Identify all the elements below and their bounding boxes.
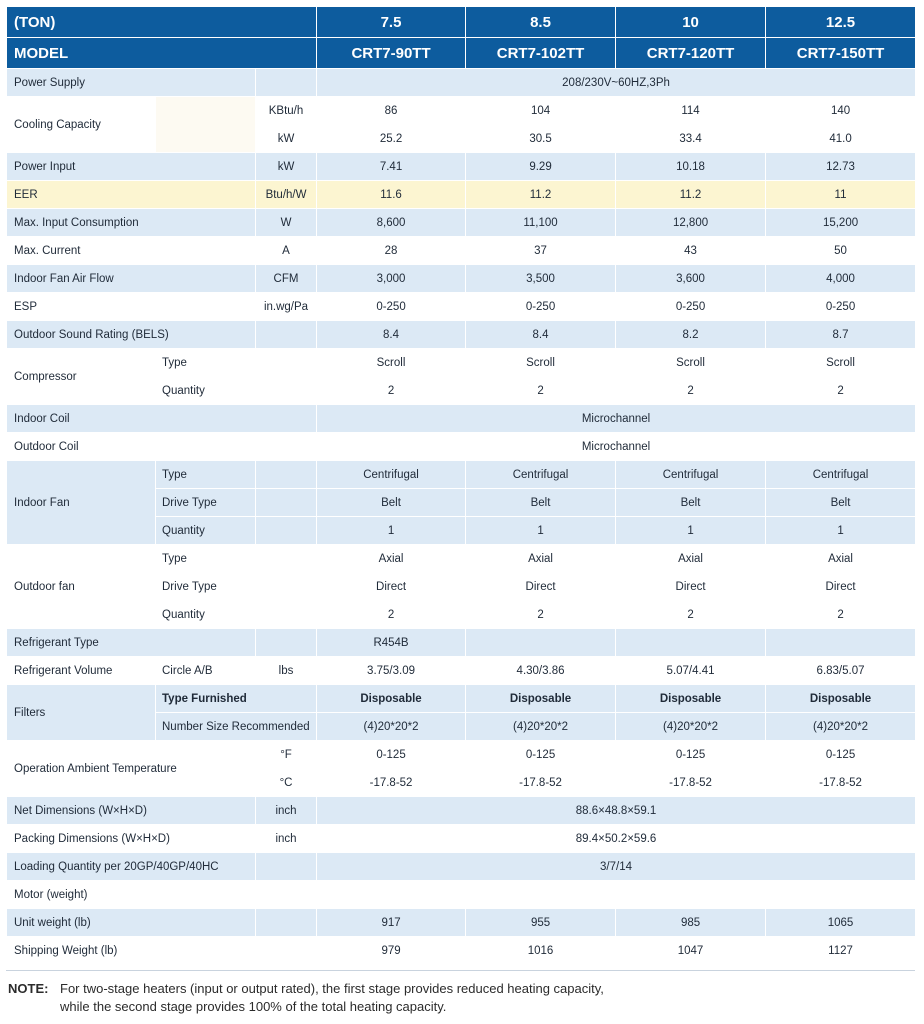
- cell-value: 8.4: [466, 321, 616, 349]
- cell-value: Direct: [766, 573, 916, 601]
- cell-value: (4)20*20*2: [466, 713, 616, 741]
- note-body: [60, 980, 604, 1016]
- row-label: Power Supply: [7, 69, 256, 97]
- cell-value: Disposable: [766, 685, 916, 713]
- cell-value: 2: [466, 377, 616, 405]
- cell-value: 86: [317, 97, 466, 125]
- cell-value: 1016: [466, 937, 616, 965]
- note-tag: NOTE:: [8, 981, 49, 996]
- row-value: 88.6×48.8×59.1: [317, 797, 916, 825]
- table-row: [7, 909, 916, 937]
- row-label: Unit weight (lb): [7, 909, 256, 937]
- cell-value: Belt: [766, 489, 916, 517]
- note-line: For two-stage heaters (input or output rated), the first stage provides reduced heating capacity,: [60, 981, 604, 996]
- unit-label: KBtu/h: [256, 97, 317, 125]
- table-row: [7, 97, 916, 125]
- row-label: Outdoor Sound Rating (BELS): [7, 321, 256, 349]
- cell-value: 0-125: [616, 741, 766, 769]
- cell-value: 0-125: [766, 741, 916, 769]
- cell-value: 985: [616, 909, 766, 937]
- row-label: Cooling Capacity: [7, 97, 156, 153]
- cell-value: Direct: [616, 573, 766, 601]
- ton-value: 7.5: [317, 7, 466, 38]
- table-row: [7, 741, 916, 769]
- cell-value: 1: [317, 517, 466, 545]
- cell-value: 28: [317, 237, 466, 265]
- cell-value: (4)20*20*2: [616, 713, 766, 741]
- cell-value: Centrifugal: [317, 461, 466, 489]
- cell-value: 4.30/3.86: [466, 657, 616, 685]
- row-label: Max. Current: [7, 237, 256, 265]
- cell-value: 3,000: [317, 265, 466, 293]
- cell-value: 3,500: [466, 265, 616, 293]
- ton-value: 8.5: [466, 7, 616, 38]
- cell-value: -17.8-52: [317, 769, 466, 797]
- cell-value: Disposable: [466, 685, 616, 713]
- sub-label: Type: [156, 461, 256, 489]
- row-label: EER: [7, 181, 256, 209]
- cell-value: Disposable: [616, 685, 766, 713]
- table-row: [7, 349, 916, 377]
- sub-label: Circle A/B: [156, 657, 256, 685]
- table-row: [7, 405, 916, 433]
- cell-value: 11,100: [466, 209, 616, 237]
- cell-value: -17.8-52: [466, 769, 616, 797]
- row-label: Refrigerant Volume: [7, 657, 156, 685]
- cell-value: 12.73: [766, 153, 916, 181]
- table-row: [7, 825, 916, 853]
- cell-value: Scroll: [466, 349, 616, 377]
- cell-value: 11: [766, 181, 916, 209]
- cell-value: 979: [317, 937, 466, 965]
- row-label: Compressor: [7, 349, 156, 405]
- cell-value: 0-250: [766, 293, 916, 321]
- cell-value: 2: [766, 377, 916, 405]
- cell-value: 3.75/3.09: [317, 657, 466, 685]
- cell-value: 37: [466, 237, 616, 265]
- cell-value: 30.5: [466, 125, 616, 153]
- cell-value: Direct: [466, 573, 616, 601]
- row-label: Max. Input Consumption: [7, 209, 256, 237]
- unit-label: Btu/h/W: [256, 181, 317, 209]
- model-name: CRT7-150TT: [766, 38, 916, 69]
- cell-value: 7.41: [317, 153, 466, 181]
- cell-value: 11.6: [317, 181, 466, 209]
- cell-value: 1: [466, 517, 616, 545]
- row-label: Power Input: [7, 153, 256, 181]
- table-bottom-divider: [6, 970, 915, 971]
- cell-value: Centrifugal: [766, 461, 916, 489]
- unit-label: A: [256, 237, 317, 265]
- cell-value: Scroll: [766, 349, 916, 377]
- cell-value: Direct: [317, 573, 466, 601]
- unit-label: inch: [256, 825, 317, 853]
- cell-value: 33.4: [616, 125, 766, 153]
- row-label: Motor (weight): [7, 881, 916, 909]
- cell-value: (4)20*20*2: [766, 713, 916, 741]
- row-label: Operation Ambient Temperature: [7, 741, 256, 797]
- cell-value: 3,600: [616, 265, 766, 293]
- sub-label: Quantity: [156, 517, 256, 545]
- table-row: [7, 881, 916, 909]
- table-row: [7, 461, 916, 489]
- ton-label: (TON): [7, 7, 317, 38]
- row-label: Loading Quantity per 20GP/40GP/40HC: [7, 853, 256, 881]
- cell-value: 0-250: [466, 293, 616, 321]
- table-row: [7, 293, 916, 321]
- cell-value: -17.8-52: [766, 769, 916, 797]
- cell-value: 25.2: [317, 125, 466, 153]
- cell-value: 0-250: [317, 293, 466, 321]
- sub-label: Type Furnished: [156, 685, 317, 713]
- cell-value: 104: [466, 97, 616, 125]
- cell-value: 2: [466, 601, 616, 629]
- cell-value: 2: [317, 377, 466, 405]
- row-value: 89.4×50.2×59.6: [317, 825, 916, 853]
- cell-value: 140: [766, 97, 916, 125]
- cell-value: 43: [616, 237, 766, 265]
- cell-value: 11.2: [466, 181, 616, 209]
- cell-value: 8,600: [317, 209, 466, 237]
- row-label: Refrigerant Type: [7, 629, 256, 657]
- unit-label: °F: [256, 741, 317, 769]
- cell-value: 8.4: [317, 321, 466, 349]
- table-row: [7, 153, 916, 181]
- sub-label: Type: [156, 349, 256, 377]
- cell-value: Belt: [616, 489, 766, 517]
- table-row: [7, 853, 916, 881]
- cell-value: 2: [317, 601, 466, 629]
- cell-value: Axial: [766, 545, 916, 573]
- cell-value: 2: [766, 601, 916, 629]
- table-row: [7, 69, 916, 97]
- row-label: Indoor Fan: [7, 461, 156, 545]
- row-label: Indoor Fan Air Flow: [7, 265, 256, 293]
- table-row: [7, 629, 916, 657]
- sub-label: Quantity: [156, 377, 256, 405]
- ton-value: 12.5: [766, 7, 916, 38]
- model-header-row: [7, 38, 916, 69]
- cell-value: 6.83/5.07: [766, 657, 916, 685]
- sub-label: Drive Type: [156, 573, 256, 601]
- cell-value: 114: [616, 97, 766, 125]
- row-value: Microchannel: [317, 405, 916, 433]
- table-row: [7, 797, 916, 825]
- row-label: Indoor Coil: [7, 405, 317, 433]
- spec-table: [6, 6, 916, 965]
- table-row: [7, 657, 916, 685]
- cell-value: 15,200: [766, 209, 916, 237]
- sub-label: Number Size Recommended: [156, 713, 317, 741]
- table-row: [7, 237, 916, 265]
- cell-value: Belt: [317, 489, 466, 517]
- row-label: Packing Dimensions (W×H×D): [7, 825, 256, 853]
- cell-value: 1127: [766, 937, 916, 965]
- unit-label: lbs: [256, 657, 317, 685]
- sub-label: Drive Type: [156, 489, 256, 517]
- cell-value: 1: [616, 517, 766, 545]
- row-label: Outdoor Coil: [7, 433, 317, 461]
- unit-label: kW: [256, 153, 317, 181]
- cell-value: Scroll: [616, 349, 766, 377]
- cell-value: 8.2: [616, 321, 766, 349]
- cell-value: 50: [766, 237, 916, 265]
- unit-label: in.wg/Pa: [256, 293, 317, 321]
- row-label: Filters: [7, 685, 156, 741]
- unit-label: kW: [256, 125, 317, 153]
- cell-value: 1065: [766, 909, 916, 937]
- cell-value: 5.07/4.41: [616, 657, 766, 685]
- ton-value: 10: [616, 7, 766, 38]
- table-row: [7, 937, 916, 965]
- model-label: MODEL: [7, 38, 317, 69]
- row-value: 3/7/14: [317, 853, 916, 881]
- table-row: [7, 685, 916, 713]
- cell-value: Centrifugal: [466, 461, 616, 489]
- table-row: [7, 181, 916, 209]
- cell-value: R454B: [317, 629, 466, 657]
- cell-value: Belt: [466, 489, 616, 517]
- row-label: Shipping Weight (lb): [7, 937, 256, 965]
- model-name: CRT7-120TT: [616, 38, 766, 69]
- table-row: [7, 433, 916, 461]
- row-label: Net Dimensions (W×H×D): [7, 797, 256, 825]
- table-row: [7, 321, 916, 349]
- cell-value: 955: [466, 909, 616, 937]
- cell-value: 12,800: [616, 209, 766, 237]
- model-name: CRT7-102TT: [466, 38, 616, 69]
- unit-label: inch: [256, 797, 317, 825]
- cell-value: (4)20*20*2: [317, 713, 466, 741]
- cell-value: 10.18: [616, 153, 766, 181]
- ton-header-row: [7, 7, 916, 38]
- cell-value: Disposable: [317, 685, 466, 713]
- cell-value: 1: [766, 517, 916, 545]
- row-label: Outdoor fan: [7, 545, 156, 629]
- cell-value: 2: [616, 377, 766, 405]
- cell-value: 4,000: [766, 265, 916, 293]
- cell-value: 41.0: [766, 125, 916, 153]
- sub-label: Quantity: [156, 601, 256, 629]
- cell-value: -17.8-52: [616, 769, 766, 797]
- cell-value: Axial: [616, 545, 766, 573]
- model-name: CRT7-90TT: [317, 38, 466, 69]
- unit-label: CFM: [256, 265, 317, 293]
- cell-value: 0-125: [466, 741, 616, 769]
- cell-value: 1047: [616, 937, 766, 965]
- cell-value: 9.29: [466, 153, 616, 181]
- cell-value: 917: [317, 909, 466, 937]
- cell-value: Scroll: [317, 349, 466, 377]
- cell-value: 11.2: [616, 181, 766, 209]
- cell-value: 0-125: [317, 741, 466, 769]
- cell-value: Centrifugal: [616, 461, 766, 489]
- unit-label: W: [256, 209, 317, 237]
- cell-value: 2: [616, 601, 766, 629]
- table-row: [7, 545, 916, 573]
- unit-label: °C: [256, 769, 317, 797]
- cell-value: 8.7: [766, 321, 916, 349]
- table-row: [7, 265, 916, 293]
- footnote: [8, 980, 604, 1016]
- table-row: [7, 209, 916, 237]
- row-label: ESP: [7, 293, 256, 321]
- cell-value: Axial: [317, 545, 466, 573]
- sub-label: Type: [156, 545, 256, 573]
- cell-value: Axial: [466, 545, 616, 573]
- cell-value: 0-250: [616, 293, 766, 321]
- row-value: 208/230V~60HZ,3Ph: [317, 69, 916, 97]
- row-value: Microchannel: [317, 433, 916, 461]
- note-line: while the second stage provides 100% of the total heating capacity.: [60, 999, 447, 1014]
